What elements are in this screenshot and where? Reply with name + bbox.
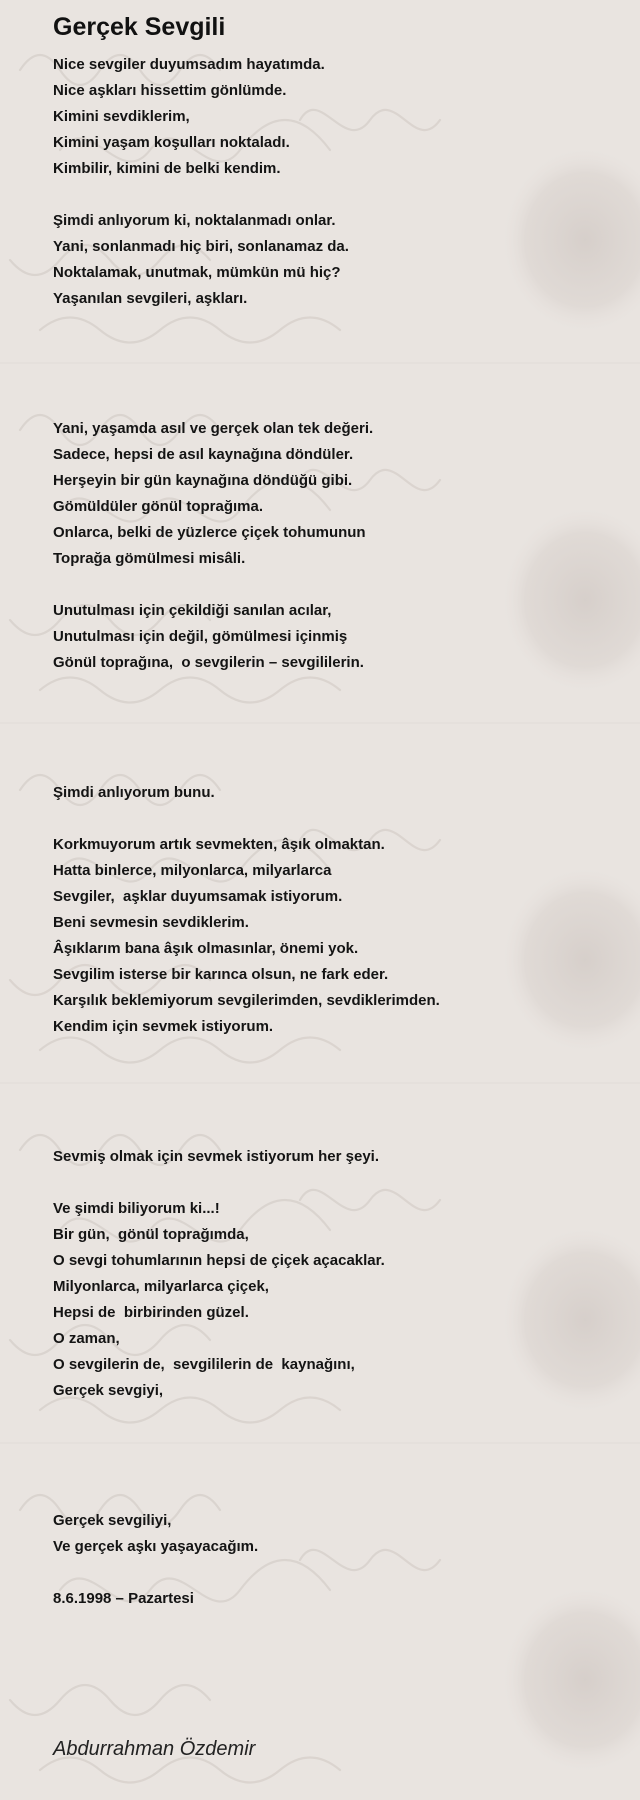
poem-line: Nice sevgiler duyumsadım hayatımda. — [53, 56, 325, 73]
poem-line: Yani, yaşamda asıl ve gerçek olan tek değeri. — [53, 420, 374, 437]
poem-stanza — [53, 780, 613, 806]
poem-stanza — [53, 1196, 613, 1404]
stanza-gap — [53, 806, 613, 832]
poem-line: Ve şimdi biliyorum ki...! — [53, 1200, 220, 1217]
poem-stanza — [53, 52, 613, 182]
poem-section — [53, 1508, 613, 1612]
poem-line: Kimini sevdiklerim, — [53, 108, 190, 125]
poem-section — [53, 416, 613, 676]
poem-line: Gömüldüler gönül toprağıma. — [53, 498, 263, 515]
poem-line: O sevgi tohumlarının hepsi de çiçek açacaklar. — [53, 1252, 385, 1269]
poem-line: Sevgiler, aşklar duyumsamak istiyorum. — [53, 888, 343, 905]
poem-line: Kimbilir, kimini de belki kendim. — [53, 160, 281, 177]
poem-line: Kendim için sevmek istiyorum. — [53, 1018, 274, 1035]
stanza-gap — [53, 1560, 613, 1586]
poem-sections — [53, 52, 613, 1612]
poem-line: Bir gün, gönül toprağımda, — [53, 1226, 249, 1243]
poem-line: Korkmuyorum artık sevmekten, âşık olmaktan. — [53, 836, 385, 853]
poem-stanza — [53, 832, 613, 1040]
poem-title: Gerçek Sevgili — [53, 13, 226, 41]
stanza-gap — [53, 572, 613, 598]
poem-line: Âşıklarım bana âşık olmasınlar, önemi yok. — [53, 940, 359, 957]
poem-line: Hatta binlerce, milyonlarca, milyarlarca — [53, 862, 332, 879]
poem-line: Toprağa gömülmesi misâli. — [53, 550, 246, 567]
poem-stanza — [53, 1144, 613, 1170]
poem-body — [53, 10, 613, 1612]
poem-section — [53, 780, 613, 1040]
poem-line: Sevmiş olmak için sevmek istiyorum her şeyi. — [53, 1148, 380, 1165]
poem-stanza — [53, 598, 613, 676]
poem-line: 8.6.1998 – Pazartesi — [53, 1590, 194, 1607]
poem-stanza — [53, 208, 613, 312]
poem-stanza — [53, 1508, 613, 1560]
poem-line: Yani, sonlanmadı hiç biri, sonlanamaz da. — [53, 238, 349, 255]
poem-author: Abdurrahman Özdemir — [53, 1738, 256, 1760]
poem-line: Sevgilim isterse bir karınca olsun, ne fark eder. — [53, 966, 389, 983]
section-gap — [53, 1040, 613, 1144]
stanza-gap — [53, 1170, 613, 1196]
poem-line: Şimdi anlıyorum bunu. — [53, 784, 215, 801]
poem-stanza — [53, 1586, 613, 1612]
poem-line: Nice aşkları hissettim gönlümde. — [53, 82, 287, 99]
poem-line: Unutulması için değil, gömülmesi içinmiş — [53, 628, 348, 645]
poem-line: O sevgilerin de, sevgililerin de kaynağını, — [53, 1356, 355, 1373]
poem-line: Yaşanılan sevgileri, aşkları. — [53, 290, 248, 307]
poem-line: O zaman, — [53, 1330, 120, 1347]
poem-line: Karşılık beklemiyorum sevgilerimden, sevdiklerimden. — [53, 992, 440, 1009]
section-gap — [53, 1404, 613, 1508]
poem-section — [53, 1144, 613, 1404]
poem-section — [53, 52, 613, 312]
poem-line: Onlarca, belki de yüzlerce çiçek tohumunun — [53, 524, 366, 541]
poem-line: Gönül toprağına, o sevgilerin – sevgililerin. — [53, 654, 364, 671]
poem-line: Şimdi anlıyorum ki, noktalanmadı onlar. — [53, 212, 336, 229]
poem-line: Gerçek sevgiliyi, — [53, 1512, 172, 1529]
stanza-gap — [53, 182, 613, 208]
poem-line: Noktalamak, unutmak, mümkün mü hiç? — [53, 264, 341, 281]
section-gap — [53, 676, 613, 780]
poem-stanza — [53, 416, 613, 572]
poem-line: Hepsi de birbirinden güzel. — [53, 1304, 249, 1321]
section-gap — [53, 312, 613, 416]
poem-line: Milyonlarca, milyarlarca çiçek, — [53, 1278, 269, 1295]
poem-line: Herşeyin bir gün kaynağına döndüğü gibi. — [53, 472, 353, 489]
poem-line: Kimini yaşam koşulları noktaladı. — [53, 134, 290, 151]
poem-line: Ve gerçek aşkı yaşayacağım. — [53, 1538, 259, 1555]
poem-line: Sadece, hepsi de asıl kaynağına döndüler. — [53, 446, 354, 463]
poem-line: Beni sevmesin sevdiklerim. — [53, 914, 249, 931]
poem-line: Gerçek sevgiyi, — [53, 1382, 164, 1399]
poem-line: Unutulması için çekildiği sanılan acılar, — [53, 602, 332, 619]
